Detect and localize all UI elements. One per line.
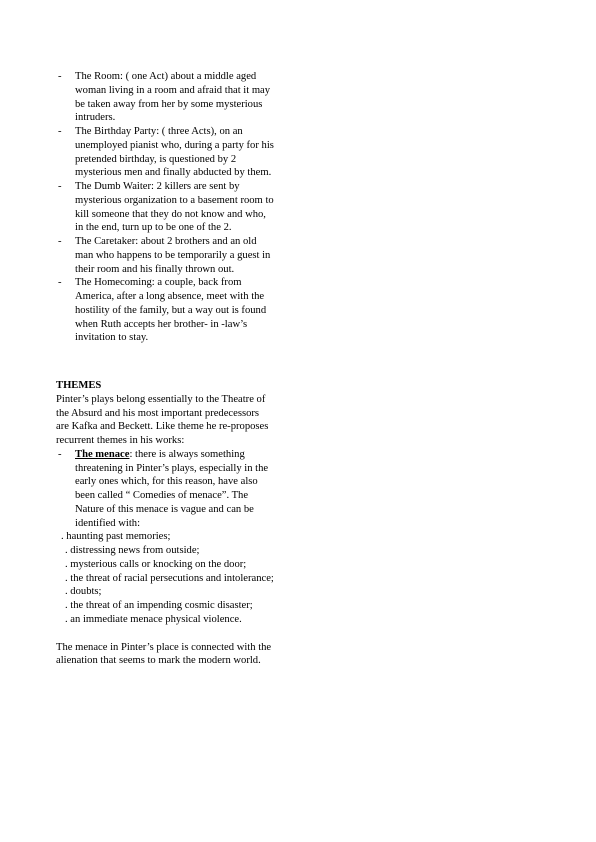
conclusion-paragraph: The menace in Pinter’s place is connected with the alienation that seems to mark the modern world. bbox=[56, 641, 272, 667]
list-item bbox=[56, 235, 274, 276]
work-description: The Caretaker: about 2 brothers and an old man who happens to be temporarily a guest in their room and his finally thrown out. bbox=[75, 236, 271, 275]
paragraph-spacer bbox=[56, 627, 274, 641]
menace-subitem: . the threat of an impending cosmic disaster; bbox=[65, 600, 253, 611]
works-list bbox=[56, 70, 274, 345]
list-dash: - bbox=[58, 277, 62, 289]
list-item bbox=[56, 180, 274, 235]
work-description: The Room: ( one Act) about a middle aged woman living in a room and afraid that it may be taken away from her by some mysterious intruders. bbox=[75, 71, 271, 124]
list-dash: - bbox=[58, 71, 62, 82]
section-heading: THEMES bbox=[56, 380, 102, 391]
menace-subitem: . doubts; bbox=[65, 586, 102, 598]
menace-item bbox=[56, 448, 274, 531]
list-dash: - bbox=[58, 448, 62, 460]
menace-subitem: . mysterious calls or knocking on the door; bbox=[65, 558, 247, 570]
work-description: The Birthday Party: ( three Acts), on an unemployed pianist who, during a party for his pretended birthday, is questioned by 2 mysterious men and finally abducted by them. bbox=[75, 126, 274, 179]
list-item bbox=[56, 70, 274, 125]
document-page bbox=[56, 70, 274, 668]
menace-text: : there is always something threatening in Pinter’s plays, especially in the early ones which, for this reason, have also been called “ Comedies of menace”. The Nature of this menace is vague and can be identified with: bbox=[75, 448, 269, 529]
themes-intro: Pinter’s plays belong essentially to the Theatre of the Absurd and his most important predecessors are Kafka and Beckett. Like theme he re-proposes recurrent themes in his works: bbox=[56, 393, 269, 446]
menace-subitem: . the threat of racial persecutions and intolerance; bbox=[65, 572, 274, 584]
list-item bbox=[56, 276, 274, 345]
list-dash: - bbox=[58, 236, 62, 247]
menace-subitem: . distressing news from outside; bbox=[65, 545, 200, 556]
menace-sublist bbox=[56, 530, 274, 626]
list-item bbox=[56, 125, 274, 180]
work-description: The Dumb Waiter: 2 killers are sent by mysterious organization to a basement room to kill someone that they do not know and who, in the end, turn up to be one of the 2. bbox=[75, 181, 274, 234]
work-description: The Homecoming: a couple, back from America, after a long absence, meet with the hostility of the family, but a way out is found when Ruth accepts her brother- in -law’s invitation to stay. bbox=[75, 277, 267, 344]
section-spacer bbox=[56, 345, 274, 379]
list-dash: - bbox=[58, 126, 62, 137]
menace-subitem: . an immediate menace physical violence. bbox=[65, 613, 242, 625]
menace-subitem: . haunting past memories; bbox=[61, 531, 171, 543]
list-dash: - bbox=[58, 181, 62, 192]
menace-title: The menace bbox=[75, 448, 130, 460]
